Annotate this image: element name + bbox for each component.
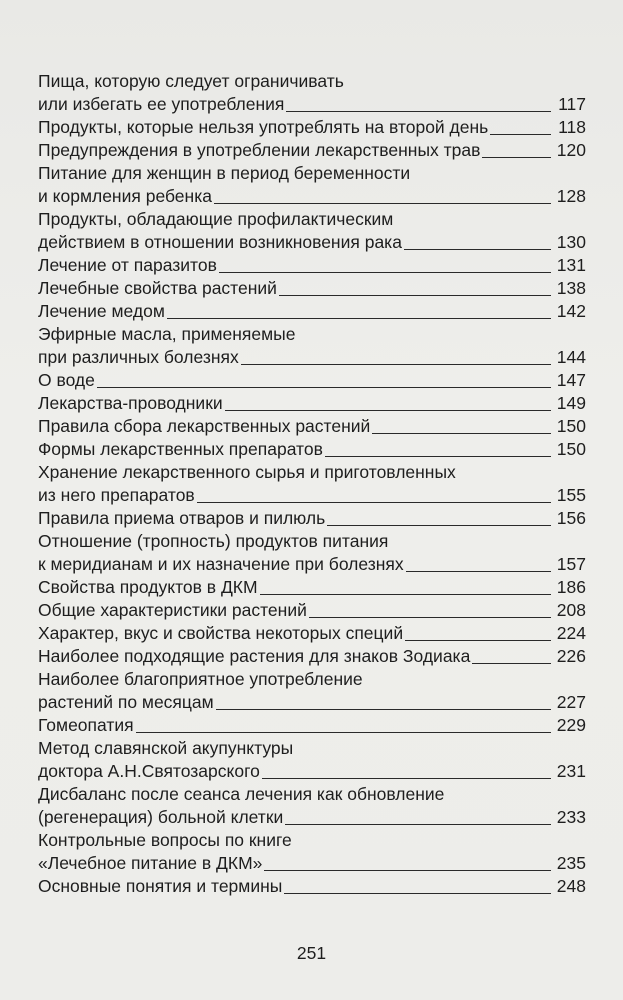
toc-entry-page-number: 157: [556, 554, 586, 574]
dot-leader: [482, 157, 551, 158]
dot-leader: [284, 893, 551, 894]
toc-entry-page-number: 233: [556, 807, 586, 827]
dot-leader: [214, 203, 551, 204]
toc-entry-last-line: [38, 93, 586, 116]
dot-leader: [472, 663, 551, 664]
toc-entry-title-line: Свойства продуктов в ДКМ: [38, 577, 258, 597]
toc-entry: [38, 668, 586, 714]
dot-leader: [490, 134, 551, 135]
toc-entry-title-line: и кормления ребенка: [38, 186, 212, 206]
toc-entry: [38, 208, 586, 254]
toc-entry-page-number: 117: [558, 94, 586, 114]
toc-entry-page-number: 150: [556, 439, 586, 459]
toc-entry: [38, 714, 586, 737]
toc-entry: [38, 576, 586, 599]
dot-leader: [241, 364, 551, 365]
toc-entry-page-number: 235: [556, 853, 586, 873]
toc-entry-title-line: Питание для женщин в период беременности: [38, 163, 411, 183]
toc-entry-title-line: к меридианам и их назначение при болезнях: [38, 554, 404, 574]
toc-entry-page-number: 138: [556, 278, 586, 298]
toc-entry-title-line: Основные понятия и термины: [38, 876, 283, 896]
toc-entry-page-number: 224: [556, 623, 586, 643]
toc-entry-page-number: 120: [556, 140, 586, 160]
toc-entry-last-line: [38, 438, 586, 461]
toc-entry: [38, 622, 586, 645]
toc-entry-title-line: Правила приема отваров и пилюль: [38, 508, 326, 528]
toc-entry-title-line: из него препаратов: [38, 485, 195, 505]
toc-entry-last-line: [38, 116, 586, 139]
toc-entry-title-line: Общие характеристики растений: [38, 600, 307, 620]
toc-entry-last-line: [38, 415, 586, 438]
toc-entry-last-line: [38, 185, 586, 208]
toc-entry: [38, 461, 586, 507]
dot-leader: [285, 824, 551, 825]
toc-entry: [38, 829, 586, 875]
toc-entry-last-line: [38, 645, 586, 668]
toc-entry: [38, 530, 586, 576]
toc-entry-title-line: Предупреждения в употреблении лекарственных трав: [38, 140, 481, 160]
toc-entry-last-line: [38, 806, 586, 829]
toc-entry-last-line: [38, 507, 586, 530]
toc-entry-title-line: Лечение от паразитов: [38, 255, 217, 275]
toc-entry-last-line: [38, 852, 586, 875]
toc-entry-title-line: Характер, вкус и свойства некоторых специй: [38, 623, 404, 643]
dot-leader: [372, 433, 551, 434]
toc-entry: [38, 737, 586, 783]
toc-entry-title-line: Лечебные свойства растений: [38, 278, 277, 298]
dot-leader: [219, 272, 551, 273]
toc-entry-last-line: [38, 691, 586, 714]
dot-leader: [225, 410, 551, 411]
toc-entry-last-line: [38, 576, 586, 599]
dot-leader: [325, 456, 551, 457]
dot-leader: [136, 732, 551, 733]
toc-entry-title-line: доктора А.Н.Святозарского: [38, 761, 260, 781]
toc-entry: [38, 507, 586, 530]
toc-entry: [38, 599, 586, 622]
toc-entry-title-line: Гомеопатия: [38, 715, 134, 735]
toc-entry-last-line: [38, 553, 586, 576]
toc-entry-page-number: 142: [556, 301, 586, 321]
toc-entry-title-line: Продукты, обладающие профилактическим: [38, 209, 394, 229]
toc-entry-title-line: растений по месяцам: [38, 692, 214, 712]
toc-entry: [38, 323, 586, 369]
dot-leader: [197, 502, 551, 503]
toc-entry: [38, 415, 586, 438]
toc-entry-last-line: [38, 139, 586, 162]
page-number: 251: [296, 943, 327, 963]
toc-entry-title-line: действием в отношении возникновения рака: [38, 232, 402, 252]
dot-leader: [327, 525, 551, 526]
toc-entry-last-line: [38, 484, 586, 507]
toc-entry-last-line: [38, 346, 586, 369]
toc-entry-last-line: [38, 369, 586, 392]
toc-entry-page-number: 156: [556, 508, 586, 528]
toc-entry-page-number: 226: [556, 646, 586, 666]
dot-leader: [264, 870, 551, 871]
toc-entry: [38, 369, 586, 392]
toc-entry: [38, 875, 586, 898]
toc-entry-last-line: [38, 277, 586, 300]
toc-entry: [38, 139, 586, 162]
toc-entry: [38, 277, 586, 300]
dot-leader: [286, 111, 551, 112]
toc-entry-title-line: или избегать ее употребления: [38, 94, 285, 114]
toc-entry-page-number: 229: [556, 715, 586, 735]
toc-entry-title-line: Контрольные вопросы по книге: [38, 830, 292, 850]
toc-entry-title-line: Лечение медом: [38, 301, 165, 321]
toc-entry: [38, 70, 586, 116]
toc-entry: [38, 783, 586, 829]
toc-entry-last-line: [38, 254, 586, 277]
toc-entry-title-line: Продукты, которые нельзя употреблять на второй день: [38, 117, 489, 137]
toc-entry: [38, 438, 586, 461]
toc-entry: [38, 254, 586, 277]
dot-leader: [260, 594, 551, 595]
toc-entry-last-line: [38, 714, 586, 737]
toc-entry-last-line: [38, 875, 586, 898]
toc-entry-page-number: 150: [556, 416, 586, 436]
toc-entry-page-number: 208: [556, 600, 586, 620]
toc-entry-title-line: Метод славянской акупунктуры: [38, 738, 294, 758]
table-of-contents: [38, 70, 586, 898]
toc-entry-page-number: 118: [558, 117, 586, 137]
dot-leader: [405, 640, 551, 641]
dot-leader: [97, 387, 551, 388]
toc-entry-page-number: 155: [556, 485, 586, 505]
dot-leader: [279, 295, 551, 296]
toc-entry-title-line: Эфирные масла, применяемые: [38, 324, 296, 344]
toc-entry-title-line: Лекарства-проводники: [38, 393, 223, 413]
toc-entry-page-number: 149: [556, 393, 586, 413]
toc-entry-page-number: 147: [556, 370, 586, 390]
toc-entry-title-line: «Лечебное питание в ДКМ»: [38, 853, 263, 873]
dot-leader: [309, 617, 551, 618]
toc-entry-last-line: [38, 622, 586, 645]
toc-entry-title-line: Хранение лекарственного сырья и приготовленных: [38, 462, 456, 482]
toc-entry-title-line: О воде: [38, 370, 95, 390]
toc-entry-last-line: [38, 300, 586, 323]
toc-entry-title-line: Наиболее благоприятное употребление: [38, 669, 363, 689]
toc-entry-last-line: [38, 231, 586, 254]
toc-entry-title-line: Дисбаланс после сеанса лечения как обновление: [38, 784, 445, 804]
toc-entry-page-number: 227: [556, 692, 586, 712]
dot-leader: [262, 778, 551, 779]
toc-entry: [38, 162, 586, 208]
dot-leader: [406, 571, 551, 572]
toc-entry-last-line: [38, 760, 586, 783]
toc-entry-title-line: Формы лекарственных препаратов: [38, 439, 323, 459]
toc-entry-page-number: 131: [556, 255, 586, 275]
toc-entry-title-line: Пища, которую следует ограничивать: [38, 71, 344, 91]
toc-entry-last-line: [38, 599, 586, 622]
toc-entry-page-number: 248: [556, 876, 586, 896]
dot-leader: [216, 709, 551, 710]
dot-leader: [167, 318, 551, 319]
toc-entry: [38, 300, 586, 323]
toc-entry-page-number: 231: [556, 761, 586, 781]
toc-entry-title-line: при различных болезнях: [38, 347, 239, 367]
toc-entry: [38, 392, 586, 415]
toc-entry: [38, 116, 586, 139]
toc-entry-page-number: 186: [556, 577, 586, 597]
toc-entry-title-line: Наиболее подходящие растения для знаков Зодиака: [38, 646, 471, 666]
toc-entry-title-line: Правила сбора лекарственных растений: [38, 416, 371, 436]
toc-entry-page-number: 130: [556, 232, 586, 252]
toc-entry-page-number: 128: [556, 186, 586, 206]
toc-entry-title-line: Отношение (тропность) продуктов питания: [38, 531, 389, 551]
toc-entry-last-line: [38, 392, 586, 415]
toc-entry-page-number: 144: [556, 347, 586, 367]
dot-leader: [404, 249, 551, 250]
toc-entry: [38, 645, 586, 668]
toc-entry-title-line: (регенерация) больной клетки: [38, 807, 284, 827]
